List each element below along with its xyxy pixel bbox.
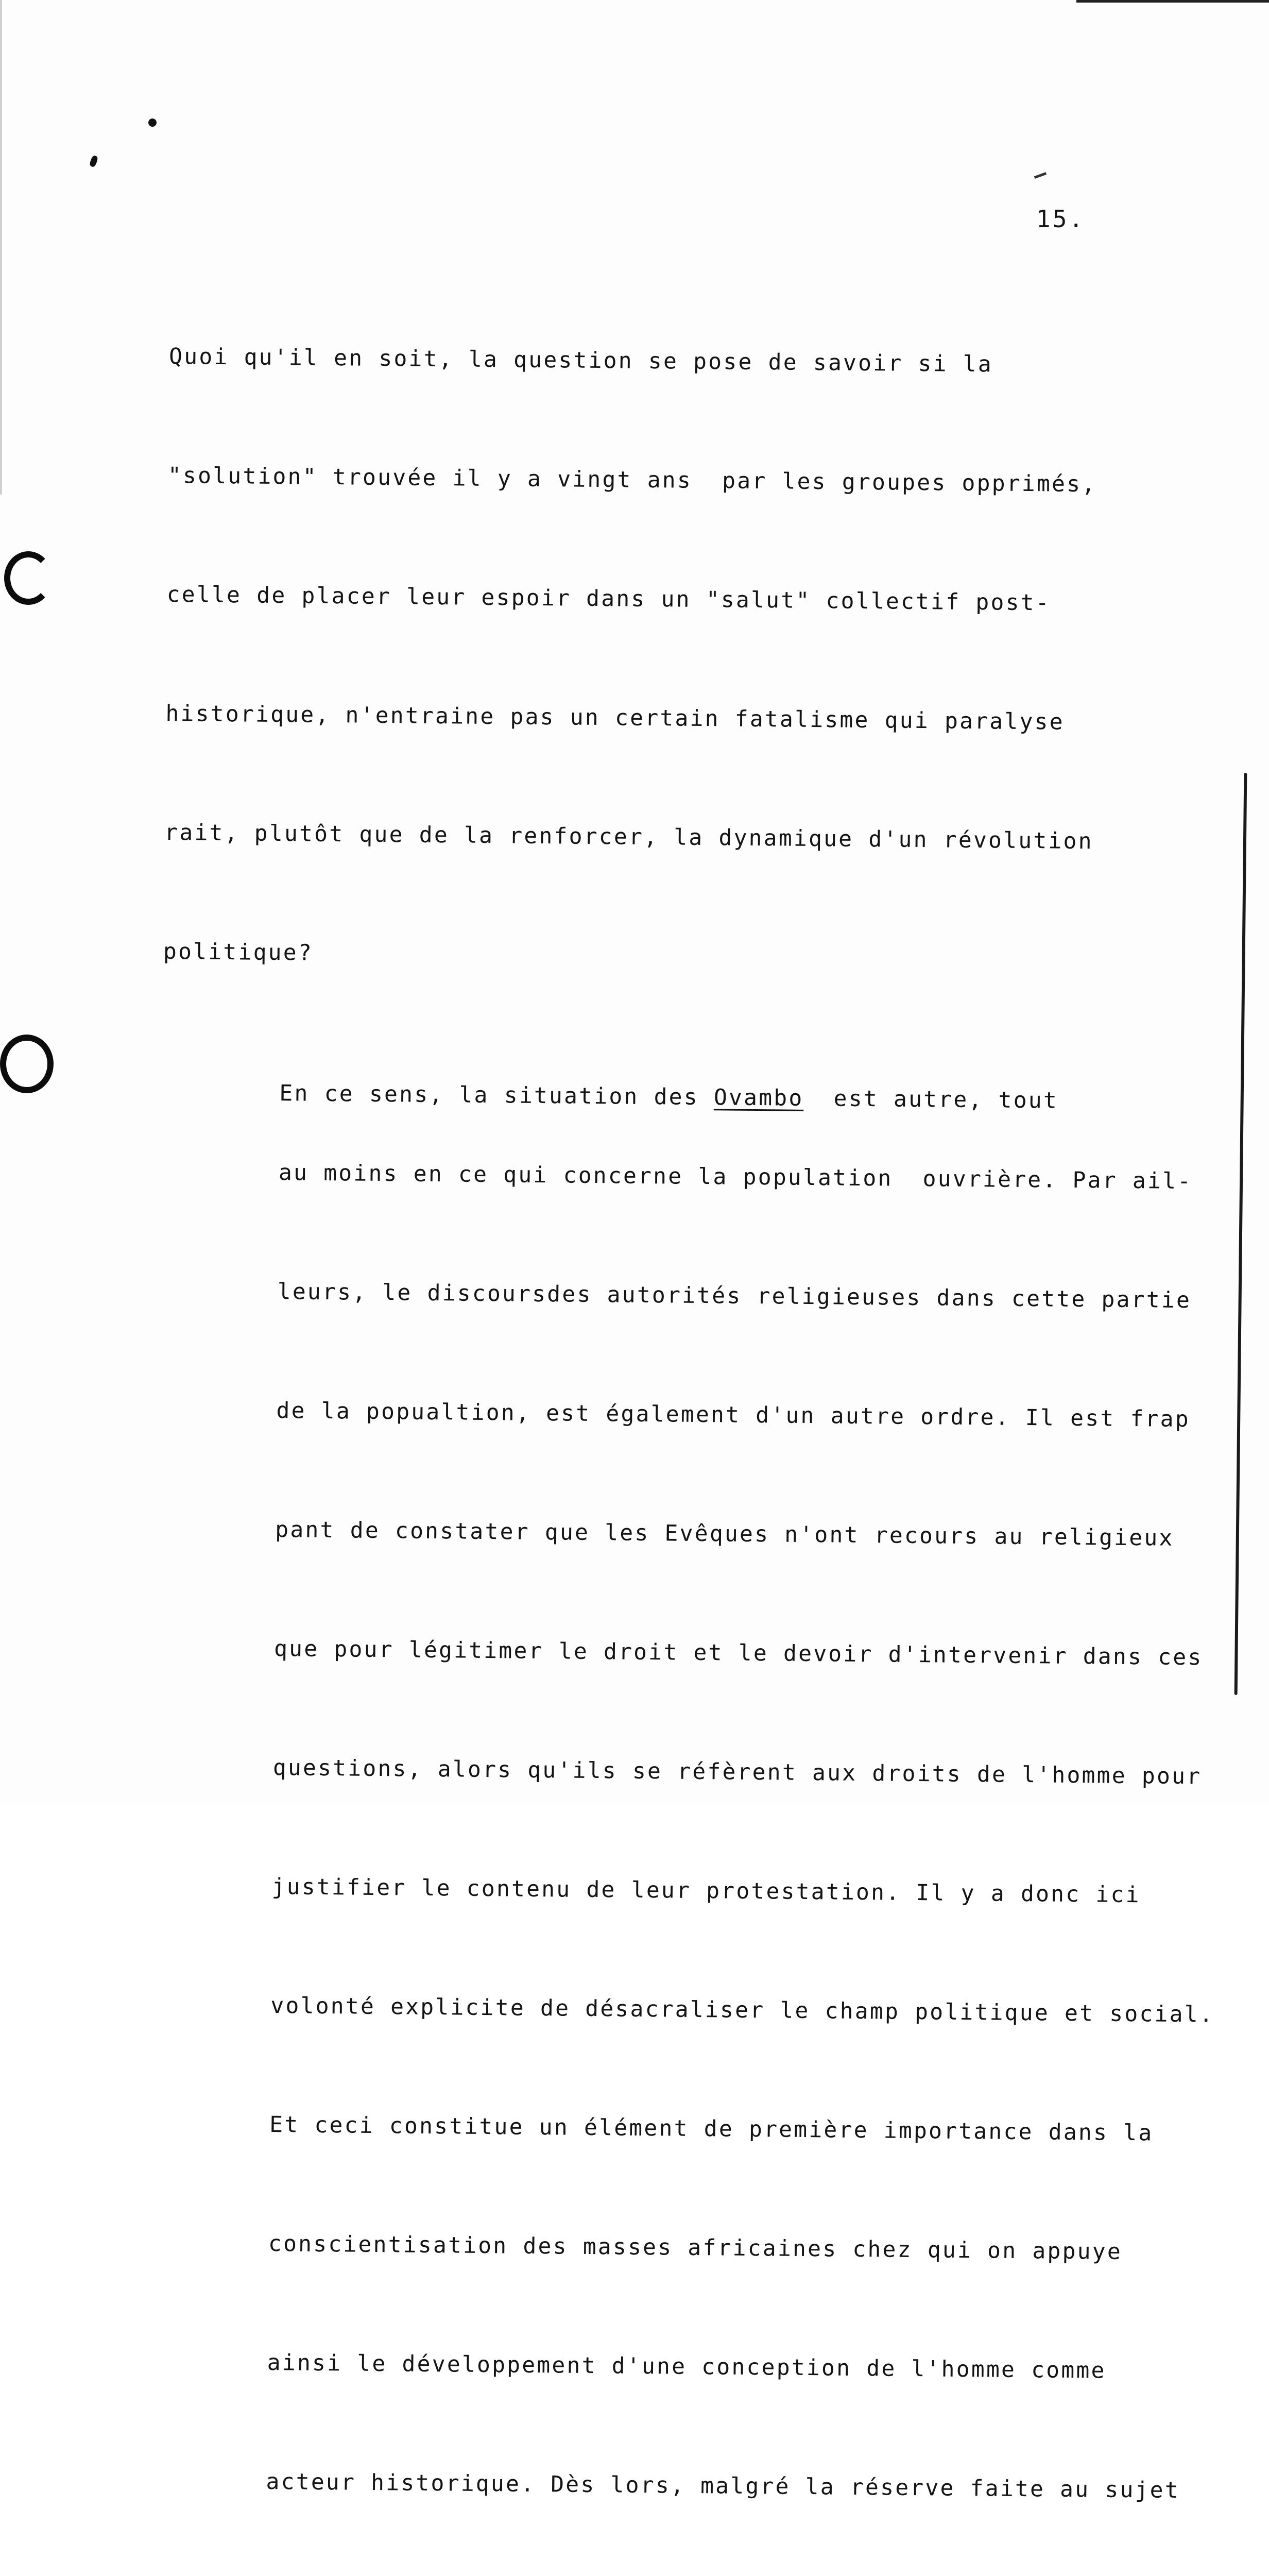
text-line: de la popualtion, est également d'un autre ordre. Il est frap [276, 1398, 1191, 1433]
underlined-term: Ovambo [713, 1084, 804, 1111]
text-line: pant de constater que les Evêques n'ont recours au religieux [275, 1517, 1174, 1551]
text-line: celle de placer leur espoir dans un "salut" collectif post- [166, 581, 1051, 616]
text-line: historique, n'entraine pas un certain fatalisme qui paralyse [165, 700, 1065, 735]
text-line: justifier le contenu de leur protestation. Il y a donc ici [271, 1874, 1141, 1908]
scan-top-edge-line [1076, 0, 1269, 3]
text-line: rait, plutôt que de la renforcer, la dynamique d'un révolution [164, 819, 1093, 855]
punch-hole-icon [4, 551, 53, 605]
body-text [142, 258, 1215, 2576]
punch-hole-icon [0, 1035, 54, 1093]
scan-left-edge [0, 0, 2, 495]
text-line: ainsi le développement d'une conception de l'homme comme [267, 2350, 1106, 2384]
text-line: questions, alors qu'ils se réfèrent aux droits de l'homme pour [272, 1755, 1202, 1790]
text-line-end: est autre, tout [803, 1085, 1059, 1114]
paragraph-1 [162, 258, 1148, 1060]
text-line-start: En ce sens, la situation des [279, 1080, 714, 1111]
text-line: "solution" trouvée il y a vingt ans par les groupes opprimés, [167, 462, 1097, 498]
text-line: Quoi qu'il en soit, la question se pose de savoir si la [168, 343, 993, 378]
scan-mark [1034, 172, 1047, 179]
text-line: leurs, le discoursdes autorités religieuses dans cette partie [277, 1279, 1192, 1314]
scan-speck [89, 155, 99, 168]
text-line: acteur historique. Dès lors, malgré la réserve faite au sujet [266, 2468, 1180, 2504]
scan-right-edge-line [1234, 773, 1247, 1695]
text-line: volonté explicite de désacraliser le champ politique et social. [270, 1993, 1215, 2028]
text-line: Et ceci constitue un élément de première importance dans la [269, 2112, 1154, 2146]
page-number: 15. [1036, 205, 1086, 233]
scan-speck [148, 118, 157, 127]
text-line: au moins en ce qui concerne la population ouvrière. Par ail- [278, 1160, 1193, 1195]
text-line: que pour légitimer le droit et le devoir d'intervenir dans ces [273, 1636, 1203, 1671]
text-line: conscientisation des masses africaines chez qui on appuye [268, 2231, 1123, 2265]
text-line: politique? [163, 938, 314, 966]
paragraph-2 [142, 1073, 1215, 2576]
